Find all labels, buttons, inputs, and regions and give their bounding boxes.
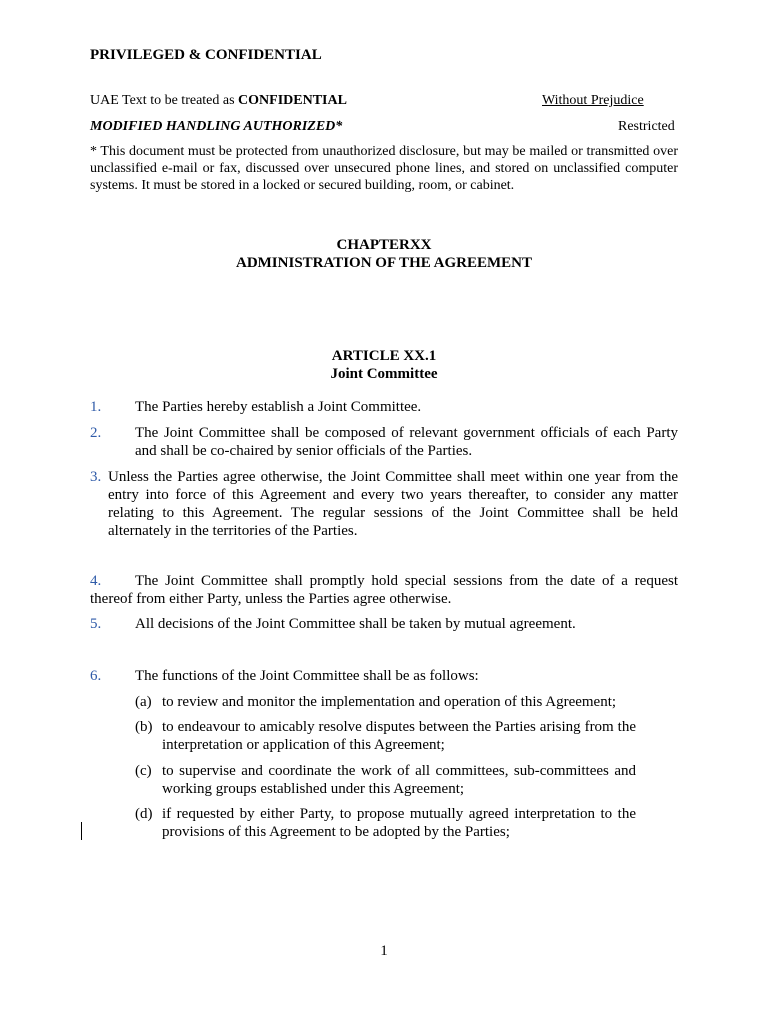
- without-prejudice-label: Without Prejudice: [542, 93, 644, 108]
- article-title: Joint Committee: [330, 366, 438, 382]
- function-text: if requested by either Party, to propose mutually agreed interpretation to the provisions of this Agreement to be adopted by the Parties;: [162, 806, 636, 840]
- function-label: (c): [135, 763, 152, 779]
- function-text: to endeavour to amicably resolve disputes between the Parties arising from the interpretation or application of this Agreement;: [162, 719, 636, 753]
- function-label: (a): [135, 694, 152, 710]
- paragraph-4: [90, 572, 678, 608]
- paragraph-text: All decisions of the Joint Committee shall be taken by mutual agreement.: [135, 616, 576, 632]
- classification-heading: PRIVILEGED & CONFIDENTIAL: [90, 47, 322, 63]
- chapter-title: ADMINISTRATION OF THE AGREEMENT: [235, 255, 532, 271]
- modified-handling-label: MODIFIED HANDLING AUTHORIZED*: [90, 119, 343, 134]
- uae-level: CONFIDENTIAL: [238, 93, 347, 108]
- page-number: 1: [380, 943, 388, 959]
- paragraph-number: 1.: [90, 399, 102, 415]
- paragraph-text: The Joint Committee shall be composed of relevant government officials of each Party and shall be co-chaired by senior officials of the Parties.: [135, 425, 678, 459]
- function-label: (b): [135, 719, 153, 735]
- chapter-number: CHAPTERXX: [336, 237, 432, 253]
- function-text: to review and monitor the implementation and operation of this Agreement;: [162, 694, 617, 710]
- function-text: to supervise and coordinate the work of all committees, sub-committees and working groups established under this Agreement;: [162, 763, 636, 797]
- revision-bar: [81, 822, 82, 840]
- paragraph-number: 3.: [90, 469, 102, 485]
- function-label: (d): [135, 806, 153, 822]
- restricted-label: Restricted: [618, 119, 675, 134]
- uae-confidential-line: [90, 93, 347, 109]
- paragraph-number: 5.: [90, 616, 102, 632]
- paragraph-number: 2.: [90, 425, 102, 441]
- paragraph-text: The Parties hereby establish a Joint Committee.: [135, 399, 422, 415]
- handling-notice: * This document must be protected from unauthorized disclosure, but may be mailed or transmitted over unclassified e-mail or fax, discussed over unsecured phone lines, and stored on unclassified computer systems. It must be stored in a locked or secured building, room, or cabinet.: [90, 144, 678, 193]
- uae-prefix: UAE Text to be treated as: [90, 93, 239, 108]
- paragraph-text: Unless the Parties agree otherwise, the Joint Committee shall meet within one year from the entry into force of this Agreement and every two years thereafter, to consider any matter relating to this Agreement. The regular sessions of the Joint Committee shall be held alternately in the territories of the Parties.: [108, 469, 678, 539]
- paragraph-text: The Joint Committee shall promptly hold special sessions from the date of a request thereof from either Party, unless the Parties agree otherwise.: [90, 573, 678, 607]
- article-number: ARTICLE XX.1: [331, 348, 437, 364]
- paragraph-number: 6.: [90, 668, 102, 684]
- paragraph-number: 4.: [90, 573, 102, 589]
- paragraph-text: The functions of the Joint Committee shall be as follows:: [135, 668, 479, 684]
